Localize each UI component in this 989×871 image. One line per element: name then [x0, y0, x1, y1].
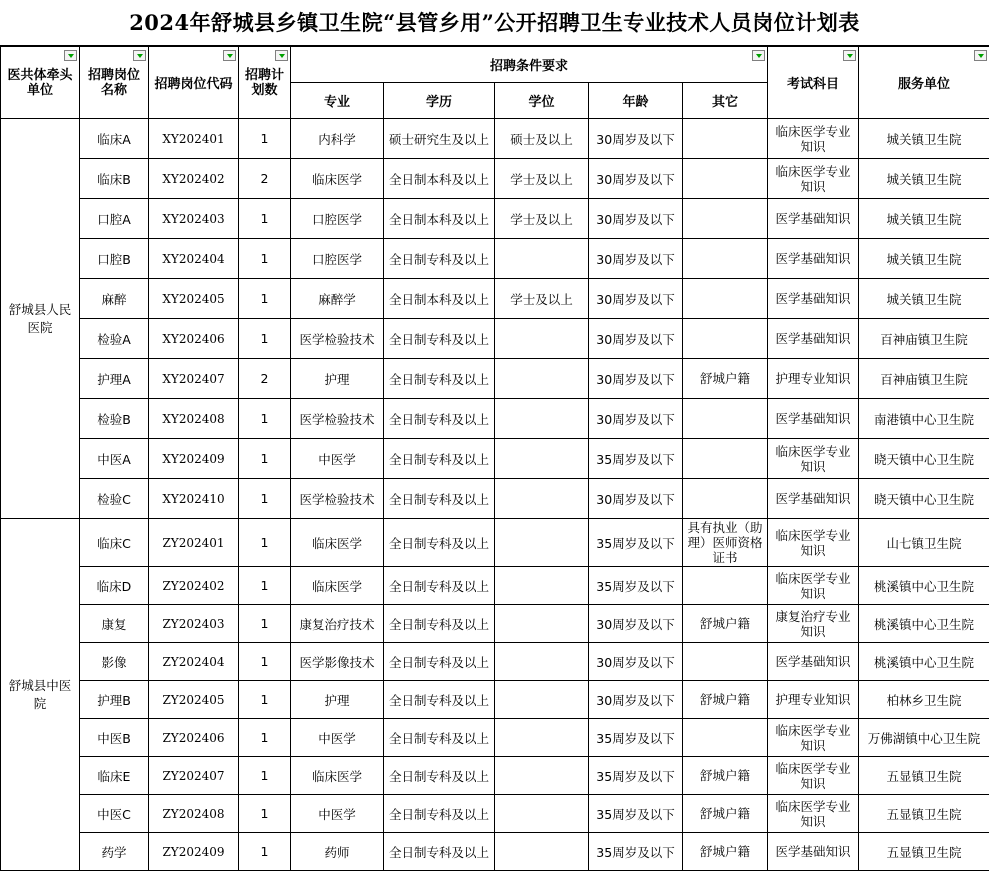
cell-degree [495, 833, 589, 871]
header-exam: 考试科目 [768, 47, 859, 119]
cell-exam: 护理专业知识 [768, 359, 859, 399]
cell-post: 检验A [80, 319, 149, 359]
cell-post: 影像 [80, 643, 149, 681]
cell-code: XY202406 [149, 319, 239, 359]
cell-post: 中医B [80, 719, 149, 757]
cell-age: 30周岁及以下 [589, 643, 683, 681]
table-row [1, 681, 989, 719]
cell-degree: 学士及以上 [495, 199, 589, 239]
cell-num: 2 [239, 159, 291, 199]
cell-num: 1 [239, 119, 291, 159]
cell-edu: 硕士研究生及以上 [384, 119, 495, 159]
cell-degree [495, 519, 589, 567]
cell-major: 护理 [291, 359, 384, 399]
cell-edu: 全日制专科及以上 [384, 795, 495, 833]
cell-unit: 城关镇卫生院 [859, 199, 989, 239]
table-row [1, 279, 989, 319]
cell-other [683, 643, 768, 681]
cell-age: 35周岁及以下 [589, 519, 683, 567]
cell-exam: 临床医学专业知识 [768, 719, 859, 757]
cell-num: 1 [239, 239, 291, 279]
cell-exam: 康复治疗专业知识 [768, 605, 859, 643]
cell-edu: 全日制专科及以上 [384, 439, 495, 479]
cell-other [683, 279, 768, 319]
table-row [1, 719, 989, 757]
cell-num: 1 [239, 643, 291, 681]
table-row [1, 239, 989, 279]
cell-unit: 城关镇卫生院 [859, 159, 989, 199]
cell-degree [495, 795, 589, 833]
cell-exam: 医学基础知识 [768, 643, 859, 681]
cell-edu: 全日制专科及以上 [384, 399, 495, 439]
cell-post: 口腔A [80, 199, 149, 239]
cell-age: 30周岁及以下 [589, 681, 683, 719]
header-code: 招聘岗位代码 [149, 47, 239, 119]
cell-degree [495, 239, 589, 279]
table-row [1, 439, 989, 479]
cell-degree [495, 479, 589, 519]
table-row [1, 479, 989, 519]
cell-other [683, 719, 768, 757]
cell-major: 中医学 [291, 795, 384, 833]
cell-major: 中医学 [291, 439, 384, 479]
table-row [1, 519, 989, 567]
cell-post: 检验B [80, 399, 149, 439]
cell-other: 舒城户籍 [683, 681, 768, 719]
org-cell: 舒城县人民医院 [1, 119, 80, 519]
cell-unit: 南港镇中心卫生院 [859, 399, 989, 439]
filter-dropdown-icon[interactable] [223, 50, 236, 61]
cell-edu: 全日制专科及以上 [384, 359, 495, 399]
cell-unit: 百神庙镇卫生院 [859, 359, 989, 399]
cell-exam: 医学基础知识 [768, 199, 859, 239]
cell-exam: 临床医学专业知识 [768, 159, 859, 199]
table-row [1, 833, 989, 871]
cell-post: 口腔B [80, 239, 149, 279]
cell-other [683, 159, 768, 199]
cell-major: 药师 [291, 833, 384, 871]
cell-age: 30周岁及以下 [589, 359, 683, 399]
cell-code: XY202402 [149, 159, 239, 199]
cell-major: 麻醉学 [291, 279, 384, 319]
filter-dropdown-icon[interactable] [133, 50, 146, 61]
cell-num: 1 [239, 719, 291, 757]
cell-degree [495, 681, 589, 719]
cell-age: 30周岁及以下 [589, 399, 683, 439]
cell-num: 1 [239, 279, 291, 319]
cell-other: 舒城户籍 [683, 757, 768, 795]
cell-edu: 全日制专科及以上 [384, 719, 495, 757]
cell-code: ZY202405 [149, 681, 239, 719]
cell-post: 检验C [80, 479, 149, 519]
cell-degree [495, 719, 589, 757]
cell-unit: 五显镇卫生院 [859, 833, 989, 871]
cell-age: 35周岁及以下 [589, 439, 683, 479]
cell-edu: 全日制专科及以上 [384, 605, 495, 643]
filter-dropdown-icon[interactable] [974, 50, 987, 61]
table-row [1, 319, 989, 359]
cell-age: 35周岁及以下 [589, 567, 683, 605]
cell-unit: 城关镇卫生院 [859, 279, 989, 319]
cell-other [683, 567, 768, 605]
cell-edu: 全日制专科及以上 [384, 567, 495, 605]
cell-unit: 桃溪镇中心卫生院 [859, 567, 989, 605]
cell-num: 1 [239, 519, 291, 567]
header-degree: 学位 [495, 83, 589, 119]
cell-degree [495, 399, 589, 439]
cell-unit: 晓天镇中心卫生院 [859, 439, 989, 479]
header-age: 年龄 [589, 83, 683, 119]
cell-exam: 医学基础知识 [768, 279, 859, 319]
cell-unit: 城关镇卫生院 [859, 119, 989, 159]
header-post: 招聘岗位名称 [80, 47, 149, 119]
cell-edu: 全日制本科及以上 [384, 159, 495, 199]
cell-unit: 百神庙镇卫生院 [859, 319, 989, 359]
cell-exam: 临床医学专业知识 [768, 519, 859, 567]
cell-code: XY202409 [149, 439, 239, 479]
cell-code: XY202401 [149, 119, 239, 159]
cell-edu: 全日制专科及以上 [384, 681, 495, 719]
cell-degree [495, 757, 589, 795]
cell-age: 30周岁及以下 [589, 119, 683, 159]
cell-code: XY202407 [149, 359, 239, 399]
cell-other: 舒城户籍 [683, 605, 768, 643]
cell-num: 1 [239, 319, 291, 359]
cell-age: 30周岁及以下 [589, 159, 683, 199]
cell-other [683, 119, 768, 159]
cell-major: 临床医学 [291, 567, 384, 605]
cell-num: 1 [239, 567, 291, 605]
cell-post: 护理B [80, 681, 149, 719]
cell-major: 临床医学 [291, 519, 384, 567]
cell-major: 医学检验技术 [291, 479, 384, 519]
cell-edu: 全日制专科及以上 [384, 319, 495, 359]
cell-post: 护理A [80, 359, 149, 399]
cell-other: 具有执业（助理）医师资格证书 [683, 519, 768, 567]
cell-code: ZY202408 [149, 795, 239, 833]
cell-other: 舒城户籍 [683, 359, 768, 399]
cell-num: 1 [239, 199, 291, 239]
cell-major: 医学检验技术 [291, 319, 384, 359]
table-row [1, 199, 989, 239]
cell-num: 1 [239, 833, 291, 871]
page-title: 2024年舒城县乡镇卫生院“县管乡用”公开招聘卫生专业技术人员岗位计划表 [0, 0, 989, 46]
cell-degree: 学士及以上 [495, 159, 589, 199]
cell-other: 舒城户籍 [683, 833, 768, 871]
header-major: 专业 [291, 83, 384, 119]
cell-exam: 医学基础知识 [768, 399, 859, 439]
cell-code: ZY202401 [149, 519, 239, 567]
cell-degree [495, 643, 589, 681]
cell-other [683, 399, 768, 439]
cell-age: 30周岁及以下 [589, 479, 683, 519]
cell-major: 口腔医学 [291, 199, 384, 239]
cell-exam: 医学基础知识 [768, 239, 859, 279]
cell-other [683, 239, 768, 279]
cell-post: 临床A [80, 119, 149, 159]
cell-post: 临床D [80, 567, 149, 605]
cell-unit: 万佛湖镇中心卫生院 [859, 719, 989, 757]
cell-major: 医学影像技术 [291, 643, 384, 681]
cell-unit: 五显镇卫生院 [859, 795, 989, 833]
cell-major: 中医学 [291, 719, 384, 757]
cell-exam: 医学基础知识 [768, 319, 859, 359]
cell-degree [495, 439, 589, 479]
cell-unit: 桃溪镇中心卫生院 [859, 605, 989, 643]
filter-dropdown-icon[interactable] [752, 50, 765, 61]
cell-num: 1 [239, 757, 291, 795]
cell-edu: 全日制专科及以上 [384, 519, 495, 567]
table-row [1, 605, 989, 643]
cell-code: ZY202406 [149, 719, 239, 757]
cell-major: 临床医学 [291, 757, 384, 795]
filter-dropdown-icon[interactable] [64, 50, 77, 61]
cell-exam: 临床医学专业知识 [768, 567, 859, 605]
cell-code: ZY202403 [149, 605, 239, 643]
cell-exam: 临床医学专业知识 [768, 119, 859, 159]
cell-post: 中医C [80, 795, 149, 833]
cell-edu: 全日制专科及以上 [384, 479, 495, 519]
cell-degree: 硕士及以上 [495, 119, 589, 159]
cell-age: 30周岁及以下 [589, 199, 683, 239]
table-row [1, 119, 989, 159]
cell-exam: 护理专业知识 [768, 681, 859, 719]
cell-degree [495, 605, 589, 643]
cell-major: 医学检验技术 [291, 399, 384, 439]
cell-exam: 临床医学专业知识 [768, 757, 859, 795]
cell-post: 康复 [80, 605, 149, 643]
filter-dropdown-icon[interactable] [843, 50, 856, 61]
cell-code: ZY202404 [149, 643, 239, 681]
table-row [1, 757, 989, 795]
cell-code: XY202410 [149, 479, 239, 519]
header-edu: 学历 [384, 83, 495, 119]
cell-major: 内科学 [291, 119, 384, 159]
cell-post: 麻醉 [80, 279, 149, 319]
cell-edu: 全日制专科及以上 [384, 833, 495, 871]
cell-edu: 全日制本科及以上 [384, 279, 495, 319]
cell-num: 1 [239, 439, 291, 479]
cell-unit: 柏林乡卫生院 [859, 681, 989, 719]
cell-other [683, 199, 768, 239]
cell-exam: 临床医学专业知识 [768, 439, 859, 479]
cell-unit: 城关镇卫生院 [859, 239, 989, 279]
cell-exam: 医学基础知识 [768, 479, 859, 519]
cell-unit: 山七镇卫生院 [859, 519, 989, 567]
cell-age: 35周岁及以下 [589, 757, 683, 795]
table-row [1, 795, 989, 833]
cell-unit: 五显镇卫生院 [859, 757, 989, 795]
cell-num: 1 [239, 399, 291, 439]
cell-age: 30周岁及以下 [589, 319, 683, 359]
cell-code: XY202405 [149, 279, 239, 319]
table-row [1, 359, 989, 399]
cell-edu: 全日制专科及以上 [384, 239, 495, 279]
cell-age: 30周岁及以下 [589, 239, 683, 279]
header-other: 其它 [683, 83, 768, 119]
cell-other [683, 319, 768, 359]
cell-post: 药学 [80, 833, 149, 871]
cell-code: ZY202409 [149, 833, 239, 871]
cell-age: 35周岁及以下 [589, 795, 683, 833]
cell-age: 30周岁及以下 [589, 605, 683, 643]
table-row [1, 159, 989, 199]
cell-code: ZY202407 [149, 757, 239, 795]
cell-edu: 全日制专科及以上 [384, 643, 495, 681]
cell-age: 35周岁及以下 [589, 833, 683, 871]
cell-exam: 临床医学专业知识 [768, 795, 859, 833]
table-row [1, 643, 989, 681]
cell-code: XY202403 [149, 199, 239, 239]
header-conditions: 招聘条件要求 [291, 47, 768, 83]
cell-num: 1 [239, 605, 291, 643]
cell-code: ZY202402 [149, 567, 239, 605]
recruitment-table [0, 46, 989, 871]
header-org: 医共体牵头单位 [1, 47, 80, 119]
cell-exam: 医学基础知识 [768, 833, 859, 871]
cell-code: XY202408 [149, 399, 239, 439]
cell-num: 1 [239, 479, 291, 519]
cell-post: 临床B [80, 159, 149, 199]
cell-num: 1 [239, 795, 291, 833]
cell-post: 临床E [80, 757, 149, 795]
table-row [1, 399, 989, 439]
cell-degree [495, 359, 589, 399]
cell-unit: 晓天镇中心卫生院 [859, 479, 989, 519]
header-unit: 服务单位 [859, 47, 989, 119]
cell-unit: 桃溪镇中心卫生院 [859, 643, 989, 681]
table-row [1, 567, 989, 605]
cell-num: 1 [239, 681, 291, 719]
cell-major: 口腔医学 [291, 239, 384, 279]
org-cell: 舒城县中医院 [1, 519, 80, 871]
cell-major: 护理 [291, 681, 384, 719]
cell-other [683, 439, 768, 479]
header-plan: 招聘计划数 [239, 47, 291, 119]
cell-degree [495, 319, 589, 359]
cell-age: 30周岁及以下 [589, 279, 683, 319]
cell-major: 临床医学 [291, 159, 384, 199]
cell-major: 康复治疗技术 [291, 605, 384, 643]
cell-other [683, 479, 768, 519]
cell-post: 临床C [80, 519, 149, 567]
cell-edu: 全日制专科及以上 [384, 757, 495, 795]
cell-age: 35周岁及以下 [589, 719, 683, 757]
cell-degree: 学士及以上 [495, 279, 589, 319]
filter-dropdown-icon[interactable] [275, 50, 288, 61]
cell-edu: 全日制本科及以上 [384, 199, 495, 239]
cell-code: XY202404 [149, 239, 239, 279]
cell-other: 舒城户籍 [683, 795, 768, 833]
cell-num: 2 [239, 359, 291, 399]
cell-degree [495, 567, 589, 605]
cell-post: 中医A [80, 439, 149, 479]
